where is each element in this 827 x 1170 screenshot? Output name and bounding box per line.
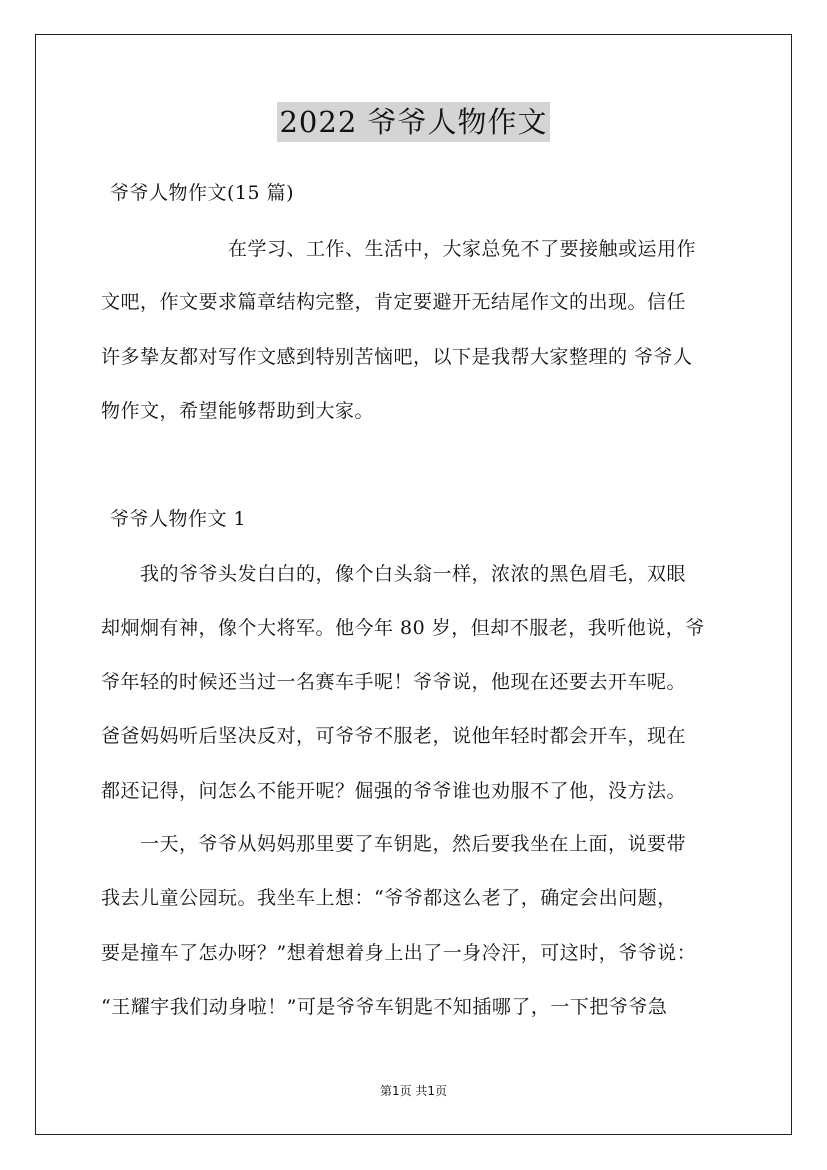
section-heading: 爷爷人物作文 1 [110, 508, 247, 530]
document-subtitle: 爷爷人物作文(15 篇) [110, 182, 295, 204]
title-container [0, 102, 827, 142]
intro-line: 物作文，希望能够帮助到大家。 [101, 400, 375, 422]
document-title: 2022 爷爷人物作文 [277, 102, 549, 142]
body-line: 爸爸妈妈听后坚决反对，可爷爷不服老，说他年轻时都会开车，现在 [101, 725, 687, 747]
body-line: 我去儿童公园玩。我坐车上想：“爷爷都这么老了，确定会出问题， [101, 887, 677, 909]
body-line: 爷年轻的时候还当过一名赛车手呢！爷爷说，他现在还要去开车呢。 [101, 671, 687, 693]
intro-line: 文吧，作文要求篇章结构完整，肯定要避开无结尾作文的出现。信任 [101, 291, 687, 313]
body-line: 却炯炯有神，像个大将军。他今年 80 岁，但却不服老，我听他说，爷 [101, 617, 705, 639]
body-line: 一天，爷爷从妈妈那里要了车钥匙，然后要我坐在上面，说要带 [140, 833, 687, 855]
body-line: 都还记得，问怎么不能开呢？倔强的爷爷谁也劝服不了他，没方法。 [101, 780, 687, 802]
page-footer: 第1页 共1页 [379, 1084, 448, 1098]
body-line: 我的爷爷头发白白的，像个白头翁一样，浓浓的黑色眉毛，双眼 [140, 563, 687, 585]
body-line: “王耀宇我们动身啦！”可是爷爷车钥匙不知插哪了，一下把爷爷急 [101, 996, 668, 1018]
body-line: 要是撞车了怎办呀？”想着想着身上出了一身冷汗，可这时，爷爷说： [101, 942, 697, 964]
intro-line: 许多挚友都对写作文感到特别苦恼吧，以下是我帮大家整理的 爷爷人 [101, 346, 693, 368]
intro-line: 在学习、工作、生活中，大家总免不了要接触或运用作 [228, 238, 697, 260]
